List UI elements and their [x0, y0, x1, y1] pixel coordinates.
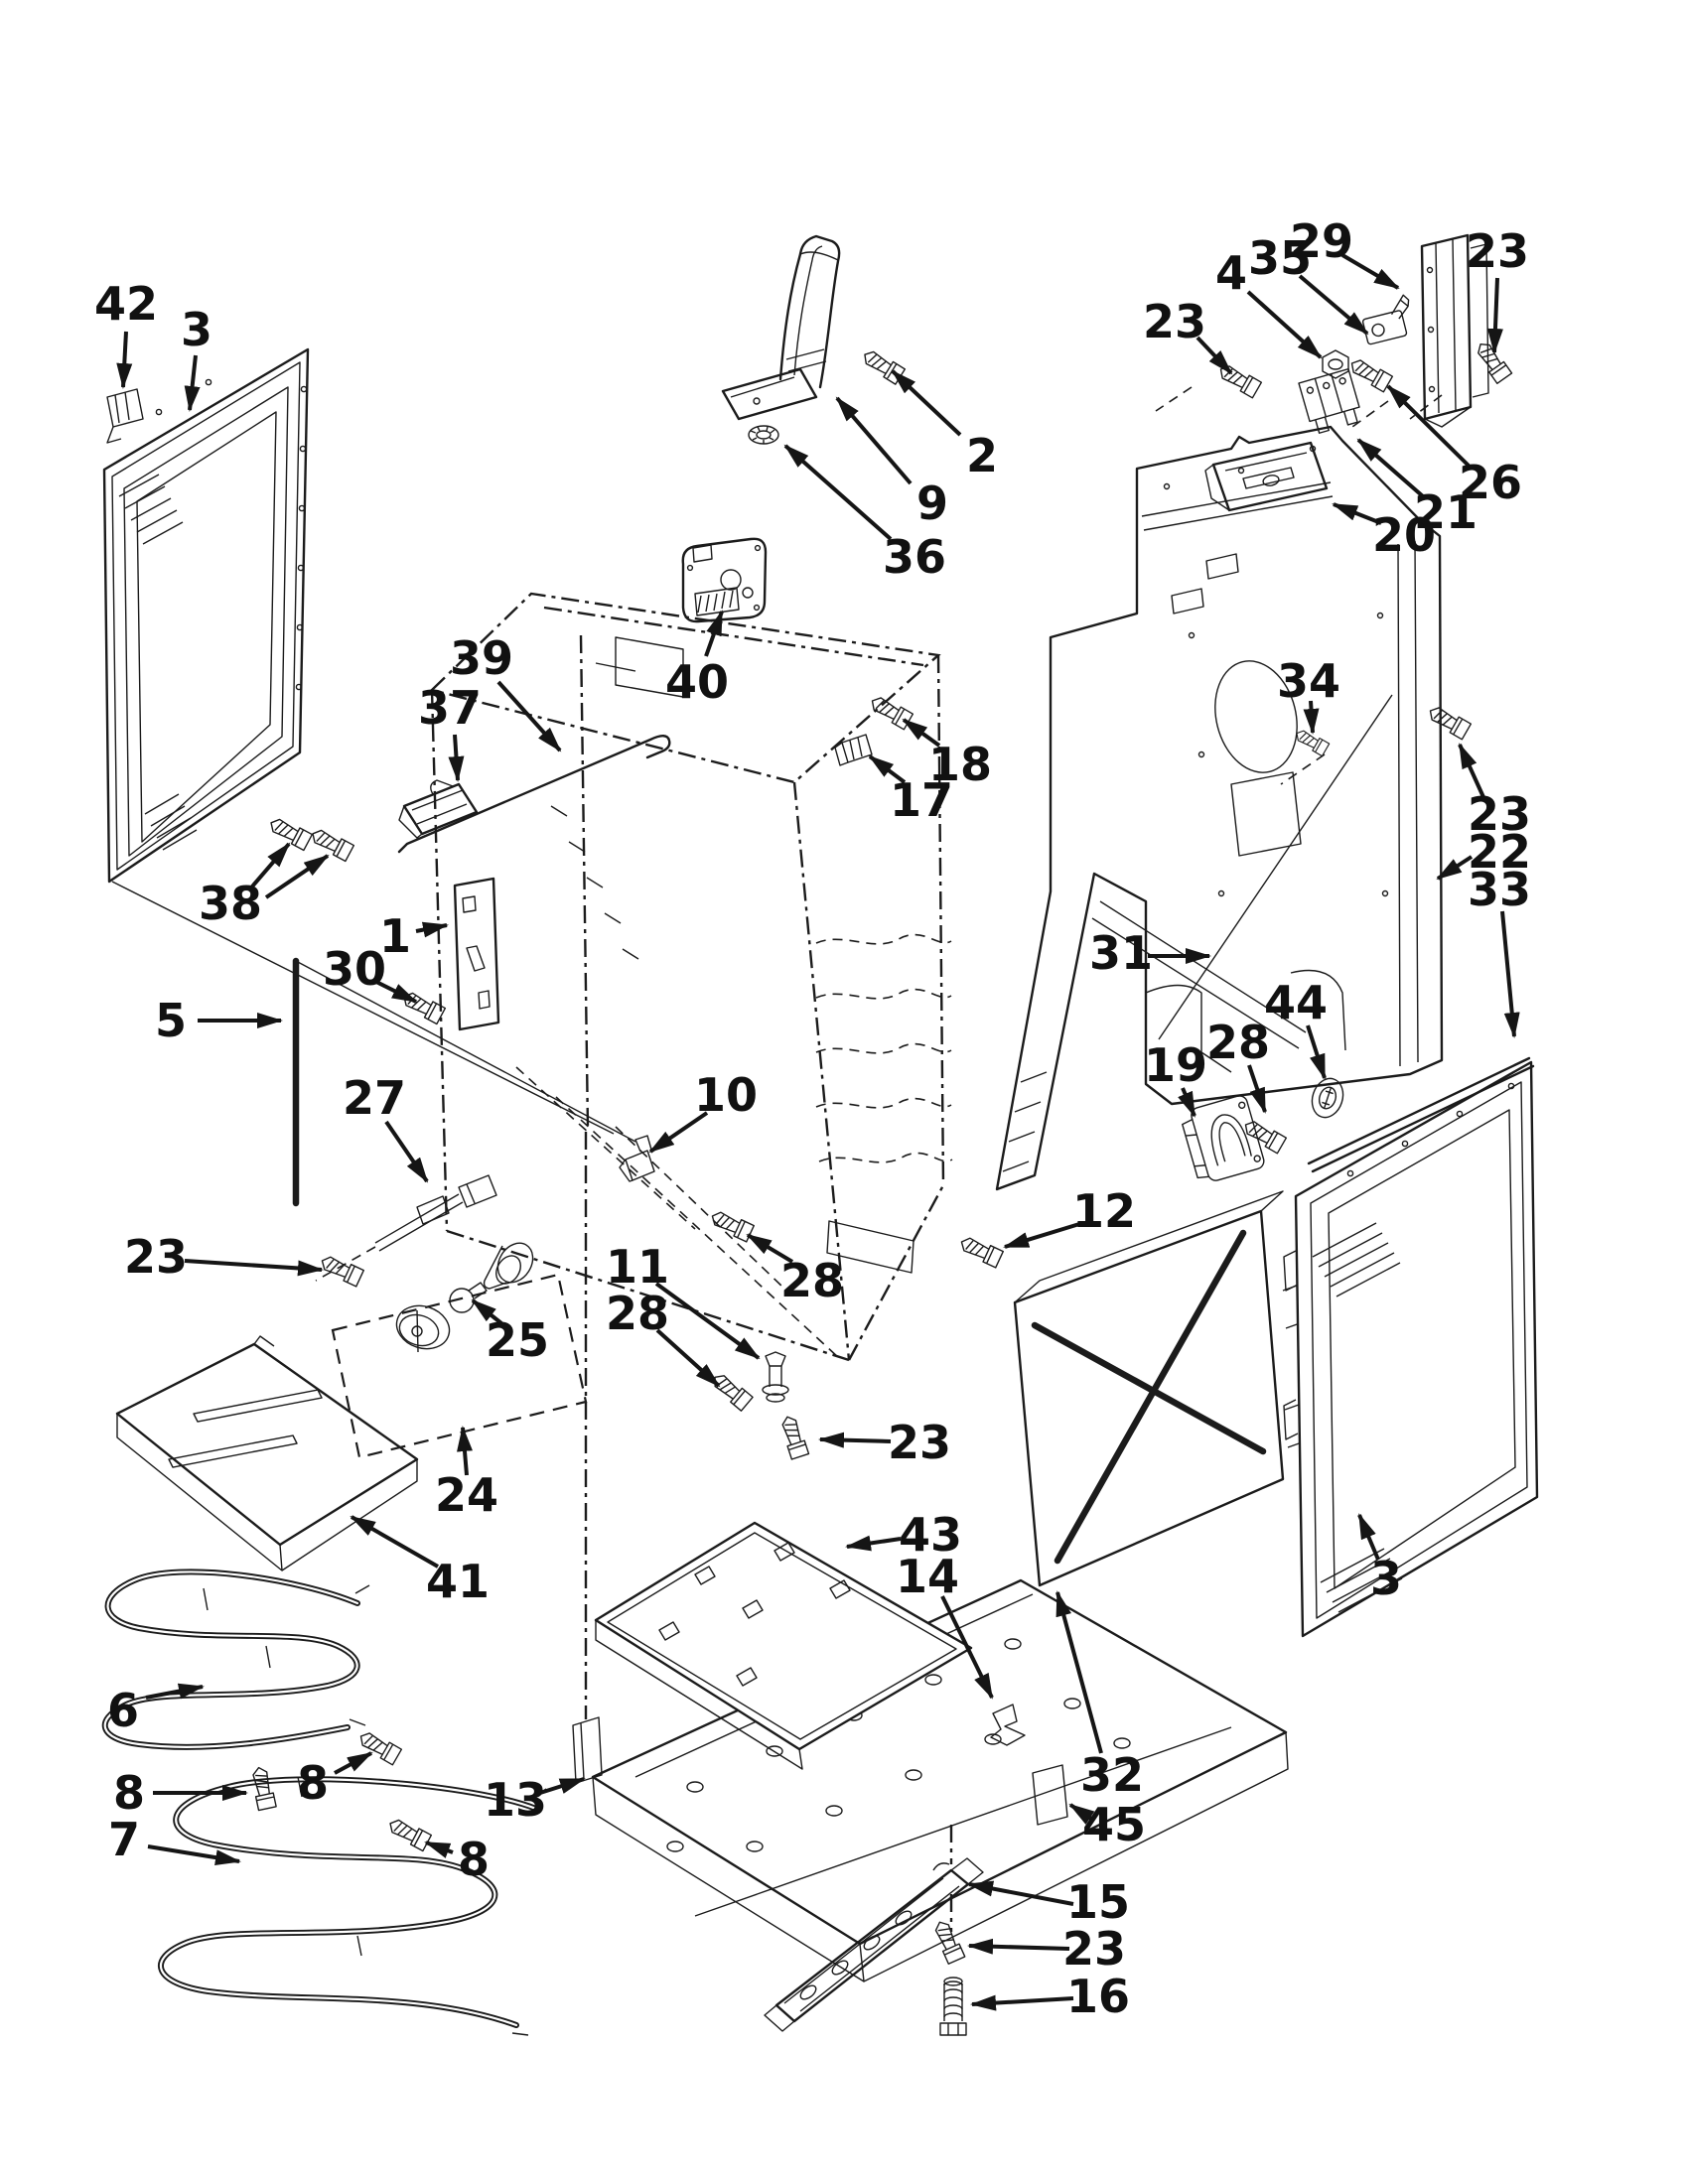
fastener-screw-18 — [386, 1816, 432, 1851]
callout-label-43-40: 43 — [898, 1508, 963, 1562]
callout-label-15-44: 15 — [1065, 1875, 1131, 1929]
callout-label-17-53: 17 — [889, 773, 954, 827]
callout-label-12-30: 12 — [1071, 1184, 1137, 1238]
callout-label-30-18: 30 — [322, 942, 387, 996]
leader-arrow-36-4 — [785, 446, 891, 539]
callout-label-44-35: 44 — [1263, 976, 1329, 1029]
leader-arrow-43-40 — [847, 1539, 901, 1547]
callout-label-40-5: 40 — [664, 655, 730, 709]
leader-arrow-8-50 — [335, 1753, 371, 1773]
callout-label-28-34: 28 — [1205, 1016, 1271, 1069]
callout-label-18-54: 18 — [927, 738, 993, 791]
part-32-brace-panel — [1015, 1191, 1302, 1585]
leader-arrow-8-52 — [426, 1843, 453, 1852]
fastener-screw-3 — [1347, 355, 1392, 392]
leader-arrow-27-20 — [386, 1122, 427, 1181]
callout-label-23-10: 23 — [1465, 224, 1530, 278]
part-39-latch-rod — [399, 736, 669, 852]
callout-label-37-14: 37 — [417, 681, 483, 735]
leader-arrow-28-34 — [1249, 1065, 1265, 1112]
leader-arrow-11-26 — [656, 1284, 759, 1358]
part-14-clip — [991, 1705, 1025, 1745]
fastener-screw-7 — [309, 826, 354, 862]
callout-label-20-13: 20 — [1371, 508, 1437, 562]
callout-label-23-36: 23 — [1467, 787, 1532, 841]
callout-label-23-45: 23 — [1061, 1922, 1127, 1976]
callout-label-4-7: 4 — [1214, 246, 1248, 300]
part-35-terminal-lug — [1359, 294, 1417, 344]
callout-label-38-16: 38 — [198, 877, 263, 930]
leader-arrow-44-35 — [1308, 1025, 1325, 1078]
callout-label-10-22: 10 — [693, 1068, 759, 1122]
callout-label-35-8: 35 — [1247, 231, 1313, 285]
part-10-clip — [620, 1136, 654, 1181]
callout-label-8-52: 8 — [457, 1833, 491, 1886]
callout-label-39-15: 39 — [449, 631, 514, 685]
callout-label-25-23: 25 — [485, 1313, 550, 1367]
callout-label-26-11: 26 — [1458, 456, 1523, 509]
callout-label-28-28: 28 — [605, 1287, 670, 1340]
leader-arrow-16-46 — [972, 1998, 1073, 2004]
callout-label-21-12: 21 — [1413, 485, 1478, 539]
callout-label-32-42: 32 — [1079, 1748, 1145, 1802]
callout-label-33-38: 33 — [1467, 863, 1532, 916]
fastener-screw-8 — [400, 989, 446, 1024]
leader-arrow-3-1 — [190, 355, 196, 410]
leader-arrow-9-3 — [837, 398, 911, 483]
part-17-clip — [835, 735, 872, 765]
callout-label-23-21: 23 — [123, 1230, 189, 1284]
leader-arrow-23-29 — [820, 1439, 891, 1441]
fastener-screw-19 — [931, 1919, 965, 1965]
callout-label-16-46: 16 — [1065, 1970, 1131, 2023]
callout-label-11-26: 11 — [605, 1240, 670, 1294]
callout-label-14-41: 14 — [895, 1550, 960, 1603]
leader-arrow-4-7 — [1248, 292, 1321, 357]
callout-label-24-24: 24 — [434, 1468, 499, 1522]
leader-arrow-15-44 — [969, 1884, 1073, 1904]
callout-label-19-33: 19 — [1143, 1038, 1208, 1092]
alignment-dash-23 — [1156, 387, 1192, 411]
fastener-screw-4 — [1426, 703, 1471, 740]
callout-label-2-2: 2 — [965, 429, 999, 482]
fastener-bolt-24 — [940, 1978, 966, 2035]
callout-label-6-48: 6 — [106, 1684, 140, 1737]
fastener-washer-21 — [749, 426, 778, 444]
callout-label-22-37: 22 — [1467, 825, 1532, 879]
callout-label-3-39: 3 — [1369, 1552, 1403, 1605]
callout-label-5-19: 5 — [154, 994, 188, 1047]
callout-label-8-50: 8 — [296, 1756, 330, 1810]
leader-arrow-33-38 — [1502, 911, 1514, 1036]
fastener-screw-13 — [958, 1234, 1004, 1268]
fastener-leg-23 — [763, 1352, 788, 1402]
alignment-dash-26 — [1352, 401, 1388, 427]
callout-label-31-31: 31 — [1088, 926, 1154, 980]
fastener-screw-12 — [778, 1414, 808, 1459]
callout-label-42-0: 42 — [93, 277, 159, 331]
callout-label-23-29: 23 — [887, 1416, 952, 1469]
part-9-vent-trim — [723, 236, 839, 419]
part-21-terminal-block — [1299, 369, 1363, 435]
part-42-clip — [107, 389, 143, 443]
part-6-broil-element — [105, 1571, 369, 1746]
leader-arrow-22-37 — [1438, 857, 1472, 879]
callout-label-36-4: 36 — [882, 530, 947, 584]
callout-label-29-9: 29 — [1289, 214, 1354, 268]
callout-label-7-51: 7 — [107, 1813, 141, 1866]
part-1-latch-plate — [455, 879, 498, 1029]
callout-label-45-43: 45 — [1081, 1798, 1147, 1851]
callout-label-34-32: 34 — [1276, 654, 1341, 708]
callout-label-9-3: 9 — [915, 477, 949, 530]
leader-arrow-41-25 — [352, 1517, 438, 1567]
fastener-screw-11 — [709, 1370, 753, 1411]
leader-arrow-1-17 — [416, 925, 447, 931]
fastener-nut-20 — [1323, 350, 1348, 378]
callout-label-27-20: 27 — [342, 1071, 407, 1125]
callout-label-13-47: 13 — [483, 1773, 548, 1827]
leader-arrow-37-14 — [455, 735, 458, 780]
leader-arrow-42-0 — [123, 332, 126, 387]
leader-arrow-23-10 — [1494, 278, 1497, 352]
callout-label-41-25: 41 — [425, 1555, 491, 1608]
leader-arrow-12-30 — [1005, 1224, 1079, 1247]
fastener-screw-2 — [1474, 340, 1512, 384]
leader-arrow-32-42 — [1057, 1592, 1101, 1753]
callout-label-3-1: 3 — [180, 303, 213, 356]
callout-label-8-49: 8 — [112, 1766, 146, 1820]
leader-arrow-23-45 — [969, 1946, 1069, 1949]
fastener-screw-14 — [1241, 1117, 1286, 1154]
part-37-bracket — [399, 780, 477, 838]
callout-label-23-6: 23 — [1142, 295, 1207, 348]
part-40-door-latch-assembly — [683, 539, 766, 621]
fastener-screw-16 — [250, 1766, 276, 1811]
leader-arrow-26-11 — [1388, 386, 1469, 466]
part-3-right-side-panel — [1284, 1062, 1537, 1636]
callout-label-28-27: 28 — [779, 1254, 845, 1307]
callout-label-1-17: 1 — [378, 909, 412, 963]
leader-arrow-23-21 — [185, 1261, 322, 1270]
part-3-left-side-panel — [104, 349, 308, 882]
leader-arrow-2-2 — [893, 371, 960, 435]
leader-arrow-39-15 — [498, 682, 560, 751]
